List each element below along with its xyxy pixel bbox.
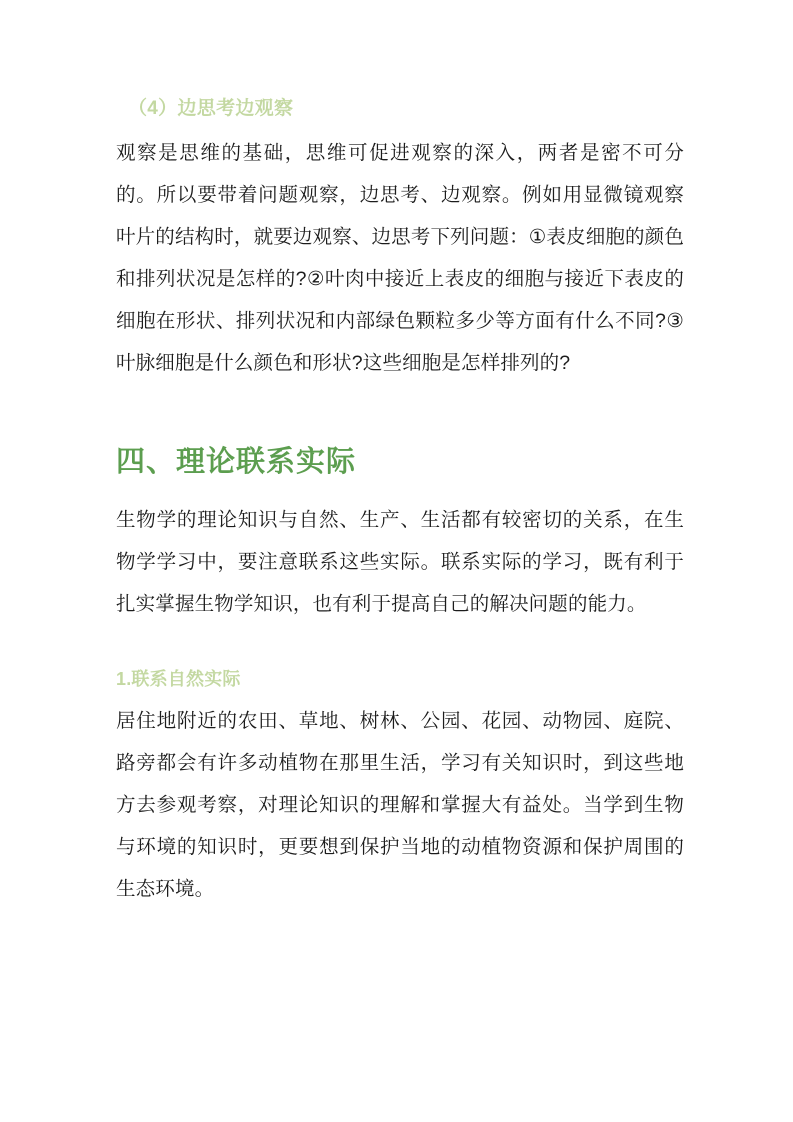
subsection-4-paragraph: 观察是思维的基础，思维可促进观察的深入，两者是密不可分的。所以要带着问题观察，边思考、边观察。例如用显微镜观察叶片的结构时，就要边观察、边思考下列问题：①表皮细胞的颜色和排列状况是怎样的?②叶肉中接近上表皮的细胞与接近下表皮的细胞在形状、排列状况和内部绿色颗粒多少等方面有什么不同?③叶脉细胞是什么颜色和形状?这些细胞是怎样排列的? — [116, 142, 684, 374]
document-content — [116, 94, 684, 910]
spacer-before-section-heading — [116, 384, 684, 442]
spacer-after-section-heading — [116, 482, 684, 499]
subsection-1-paragraph: 居住地附近的农田、草地、树林、公园、花园、动物园、庭院、路旁都会有许多动植物在那里生活，学习有关知识时，到这些地方去参观考察，对理论知识的理解和掌握大有益处。当学到生物与环境的知识时，更要想到保护当地的动植物资源和保护周围的生态环境。 — [116, 710, 684, 900]
section-4-intro-paragraph: 生物学的理论知识与自然、生产、生活都有较密切的关系，在生物学学习中，要注意联系这些实际。联系实际的学习，既有利于扎实掌握生物学知识，也有利于提高自己的解决问题的能力。 — [116, 509, 684, 615]
spacer-after-subsection-heading — [116, 693, 684, 700]
section-heading-four: 四、理论联系实际 — [116, 446, 357, 478]
spacer-before-subsection-heading — [116, 625, 684, 665]
subsection-heading-1-natural: 1.联系自然实际 — [116, 669, 241, 689]
subsection-heading-4: （4）边思考边观察 — [128, 98, 294, 119]
